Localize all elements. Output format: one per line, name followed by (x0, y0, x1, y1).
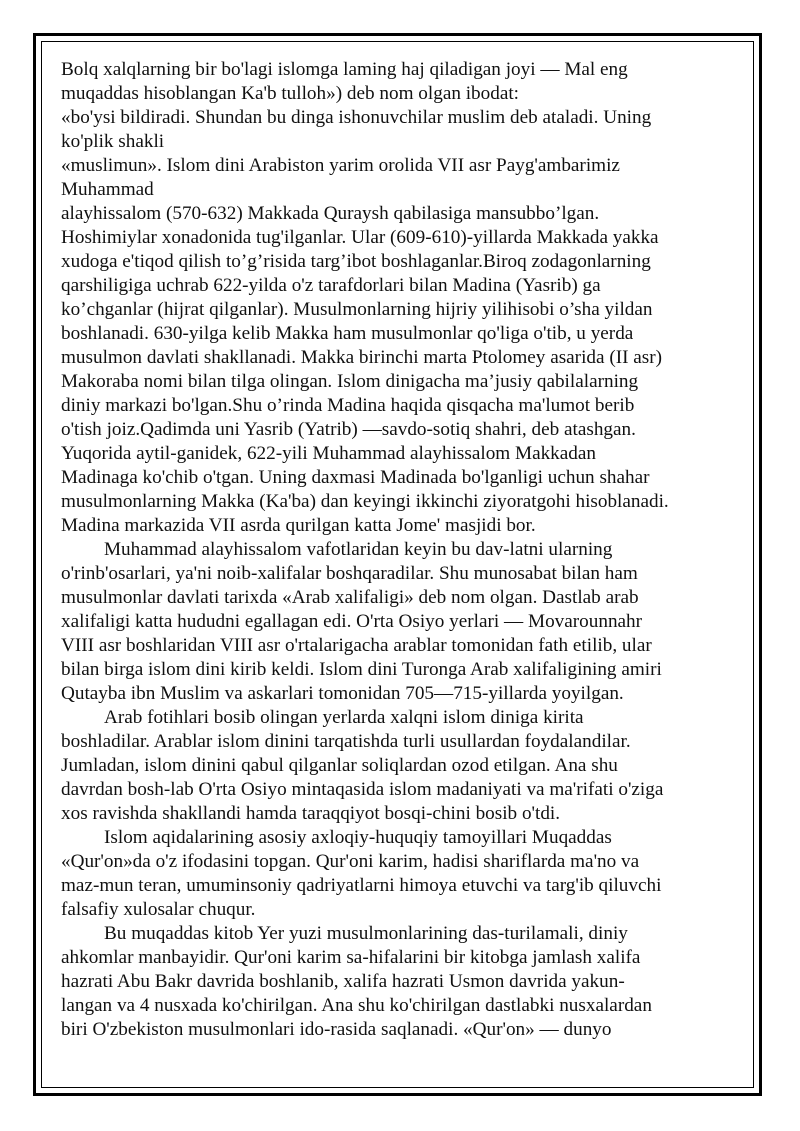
text-line: «bo'ysi bildiradi. Shundan bu dinga ishonuvchilar muslim deb ataladi. Uning (61, 107, 652, 128)
text-line: ko'plik shakli (61, 131, 165, 152)
text-line: «muslimun». Islom dini Arabiston yarim orolida VII asr Payg'ambarimiz (61, 155, 620, 176)
text-line: Jumladan, islom dinini qabul qilganlar soliqlardan ozod etilgan. Ana shu (61, 755, 618, 776)
text-line: Madinaga ko'chib o'tgan. Uning daxmasi Madinada bo'lganligi uchun shahar (61, 467, 650, 488)
text-line: davrdan bosh-lab O'rta Osiyo mintaqasida islom madaniyati va ma'rifati o'ziga (61, 779, 664, 800)
text-line: xos ravishda shakllandi hamda taraqqiyot bosqi-chini bosib o'tdi. (61, 803, 561, 824)
document-body (61, 58, 751, 1042)
text-line: VIII asr boshlaridan VIII asr o'rtalarigacha arablar tomonidan fath etilib, ular (61, 635, 652, 656)
text-line: biri O'zbekiston musulmonlari ido-rasida saqlanadi. «Qur'on» — dunyo (61, 1019, 612, 1040)
text-line: hazrati Abu Bakr davrida boshlanib, xalifa hazrati Usmon davrida yakun- (61, 971, 625, 992)
text-line: falsafiy xulosalar chuqur. (61, 899, 256, 920)
text-line: alayhissalom (570-632) Makkada Quraysh qabilasiga mansubbo’lgan. (61, 203, 600, 224)
text-line: boshladilar. Arablar islom dinini tarqatishda turli usullardan foydalandilar. (61, 731, 631, 752)
text-line: bilan birga islom dini kirib keldi. Islom dini Turonga Arab xalifaligining amiri (61, 659, 662, 680)
text-line: Qutayba ibn Muslim va askarlari tomonidan 705—715-yillarda yoyilgan. (61, 683, 624, 704)
text-line: «Qur'on»da o'z ifodasini topgan. Qur'oni karim, hadisi shariflarda ma'no va (61, 851, 640, 872)
text-line: Bu muqaddas kitob Yer yuzi musulmonlarining das-turilamali, diniy (104, 923, 628, 944)
text-line: xalifaligi katta hududni egallagan edi. O'rta Osiyo yerlari — Movarounnahr (61, 611, 643, 632)
text-line: Yuqorida aytil-ganidek, 622-yili Muhammad alayhissalom Makkadan (61, 443, 597, 464)
text-line: o'tish joiz.Qadimda uni Yasrib (Yatrib) —savdo-sotiq shahri, deb atashgan. (61, 419, 636, 440)
text-line: xudoga e'tiqod qilish to’g’risida targ’ibot boshlaganlar.Biroq zodagonlarning (61, 251, 651, 272)
text-line: Makoraba nomi bilan tilga olingan. Islom dinigacha ma’jusiy qabilalarning (61, 371, 639, 392)
text-line: musulmonlarning Makka (Ka'ba) dan keyingi ikkinchi ziyoratgohi hisoblanadi. (61, 491, 669, 512)
text-line: Muhammad alayhissalom vafotlaridan keyin bu dav-latni ularning (104, 539, 613, 560)
text-line: Madina markazida VII asrda qurilgan katta Jome' masjidi bor. (61, 515, 536, 536)
text-line: o'rinb'osarlari, ya'ni noib-xalifalar boshqaradilar. Shu munosabat bilan ham (61, 563, 638, 584)
text-line: Hoshimiylar xonadonida tug'ilganlar. Ular (609-610)-yillarda Makkada yakka (61, 227, 659, 248)
text-line: Bolq xalqlarning bir bo'lagi islomga laming haj qiladigan joyi — Mal eng (61, 59, 628, 80)
text-line: Arab fotihlari bosib olingan yerlarda xalqni islom diniga kirita (104, 707, 584, 728)
text-line: ahkomlar manbayidir. Qur'oni karim sa-hifalarini bir kitobga jamlash xalifa (61, 947, 641, 968)
text-line: langan va 4 nusxada ko'chirilgan. Ana shu ko'chirilgan dastlabki nusxalardan (61, 995, 652, 1016)
text-line: musulmon davlati shakllanadi. Makka birinchi marta Ptolomey asarida (II asr) (61, 347, 663, 368)
text-line: Islom aqidalarining asosiy axloqiy-huquqiy tamoyillari Muqaddas (104, 827, 612, 848)
text-line: maz-mun teran, umuminsoniy qadriyatlarni himoya etuvchi va targ'ib qiluvchi (61, 875, 662, 896)
text-line: boshlanadi. 630-yilga kelib Makka ham musulmonlar qo'liga o'tib, u yerda (61, 323, 634, 344)
text-line: ko’chganlar (hijrat qilganlar). Musulmonlarning hijriy yilihisobi o’sha yildan (61, 299, 653, 320)
text-line: Muhammad (61, 179, 154, 200)
text-line: musulmonlar davlati tarixda «Arab xalifaligi» deb nom olgan. Dastlab arab (61, 587, 639, 608)
text-line: qarshiligiga uchrab 622-yilda o'z tarafdorlari bilan Madina (Yasrib) ga (61, 275, 601, 296)
text-line: diniy markazi bo'lgan.Shu o’rinda Madina haqida qisqacha ma'lumot berib (61, 395, 635, 416)
text-line: muqaddas hisoblangan Ka'b tulloh») deb nom olgan ibodat: (61, 83, 520, 104)
